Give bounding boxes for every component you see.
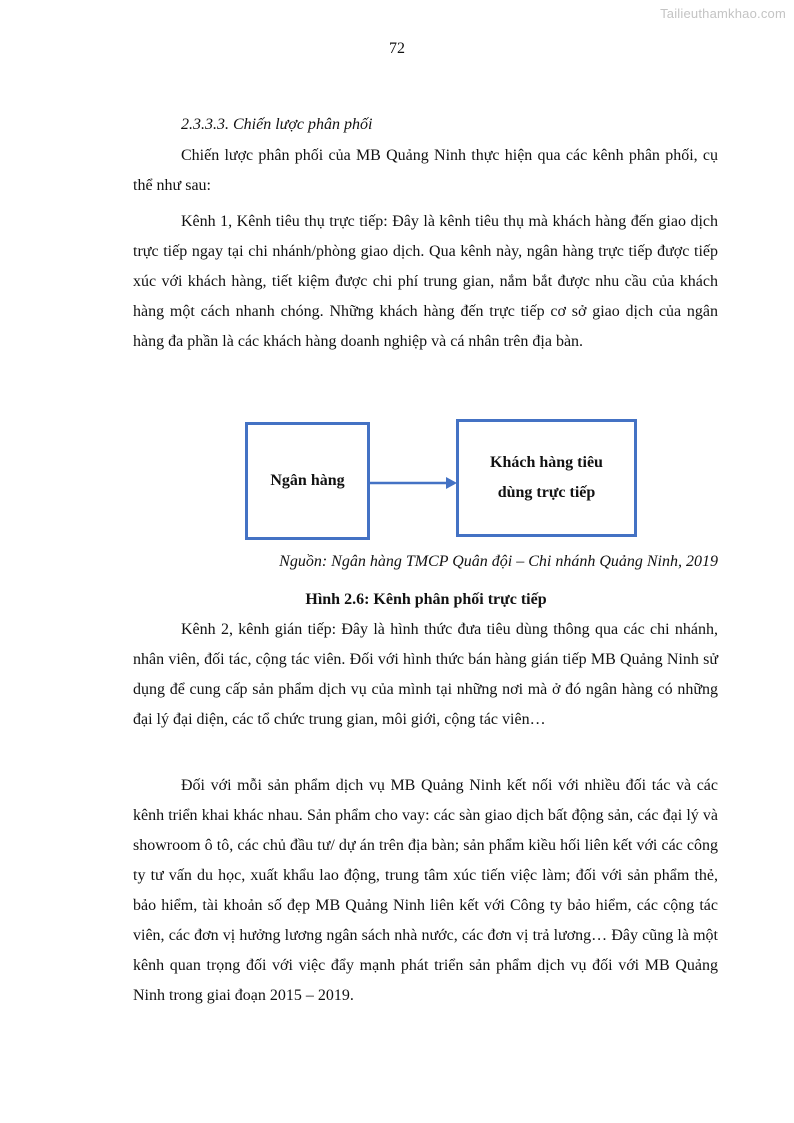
customer-box-line-1: Khách hàng tiêu (490, 454, 603, 471)
bank-box (245, 422, 370, 540)
paragraph-intro: Chiến lược phân phối của MB Quảng Ninh thực hiện qua các kênh phân phối, cụ thể như sau: (133, 147, 718, 194)
figure-caption: Hình 2.6: Kênh phân phối trực tiếp (305, 591, 547, 608)
figure-source: Nguồn: Ngân hàng TMCP Quân đội – Chi nhánh Quảng Ninh, 2019 (279, 553, 718, 570)
watermark: Tailieuthamkhao.com (660, 6, 786, 21)
arrow-right-icon (368, 475, 458, 491)
paragraph-channel-2: Kênh 2, kênh gián tiếp: Đây là hình thức đưa tiêu dùng thông qua các chi nhánh, nhân viên, đối tác, cộng tác viên. Đối với hình thức bán hàng gián tiếp MB Quảng Ninh sử dụng để cung cấp sản phẩm dịch vụ của mình tại những nơi mà ở đó ngân hàng có những đại lý đại diện, các tổ chức trung gian, môi giới, cộng tác viên… (133, 621, 718, 728)
customer-box-line-2: dùng trực tiếp (497, 484, 596, 501)
section-heading: 2.3.3.3. Chiến lược phân phối (181, 116, 373, 133)
paragraph-partners: Đối với mỗi sản phẩm dịch vụ MB Quảng Ninh kết nối với nhiều đối tác và các kênh triển khai khác nhau. Sản phẩm cho vay: các sàn giao dịch bất động sản, các đại lý và showroom ô tô, các chủ đầu tư/ dự án trên địa bàn; sản phẩm kiều hối liên kết với các công ty tư vấn du học, xuất khẩu lao động, trung tâm xúc tiến việc làm; đối với sản phẩm thẻ, bảo hiểm, tài khoản số đẹp MB Quảng Ninh liên kết với Công ty bảo hiểm, các cộng tác viên, các đơn vị hưởng lương ngân sách nhà nước, các đơn vị trả lương… Đây cũng là một kênh quan trọng đối với việc đẩy mạnh phát triển sản phẩm dịch vụ đối với MB Quảng Ninh trong giai đoạn 2015 – 2019. (133, 777, 718, 1004)
paragraph-channel-1: Kênh 1, Kênh tiêu thụ trực tiếp: Đây là kênh tiêu thụ mà khách hàng đến giao dịch trực tiếp ngay tại chi nhánh/phòng giao dịch. Qua kênh này, ngân hàng trực tiếp được tiếp xúc với khách hàng, tiết kiệm được chi phí trung gian, nắm bắt được nhu cầu của khách hàng một cách nhanh chóng. Những khách hàng đến trực tiếp cơ sở giao dịch của ngân hàng đa phần là các khách hàng doanh nghiệp và cá nhân trên địa bàn. (133, 213, 718, 350)
page-number: 72 (389, 40, 405, 57)
bank-box-label: Ngân hàng (270, 472, 345, 489)
customer-box (456, 419, 637, 537)
